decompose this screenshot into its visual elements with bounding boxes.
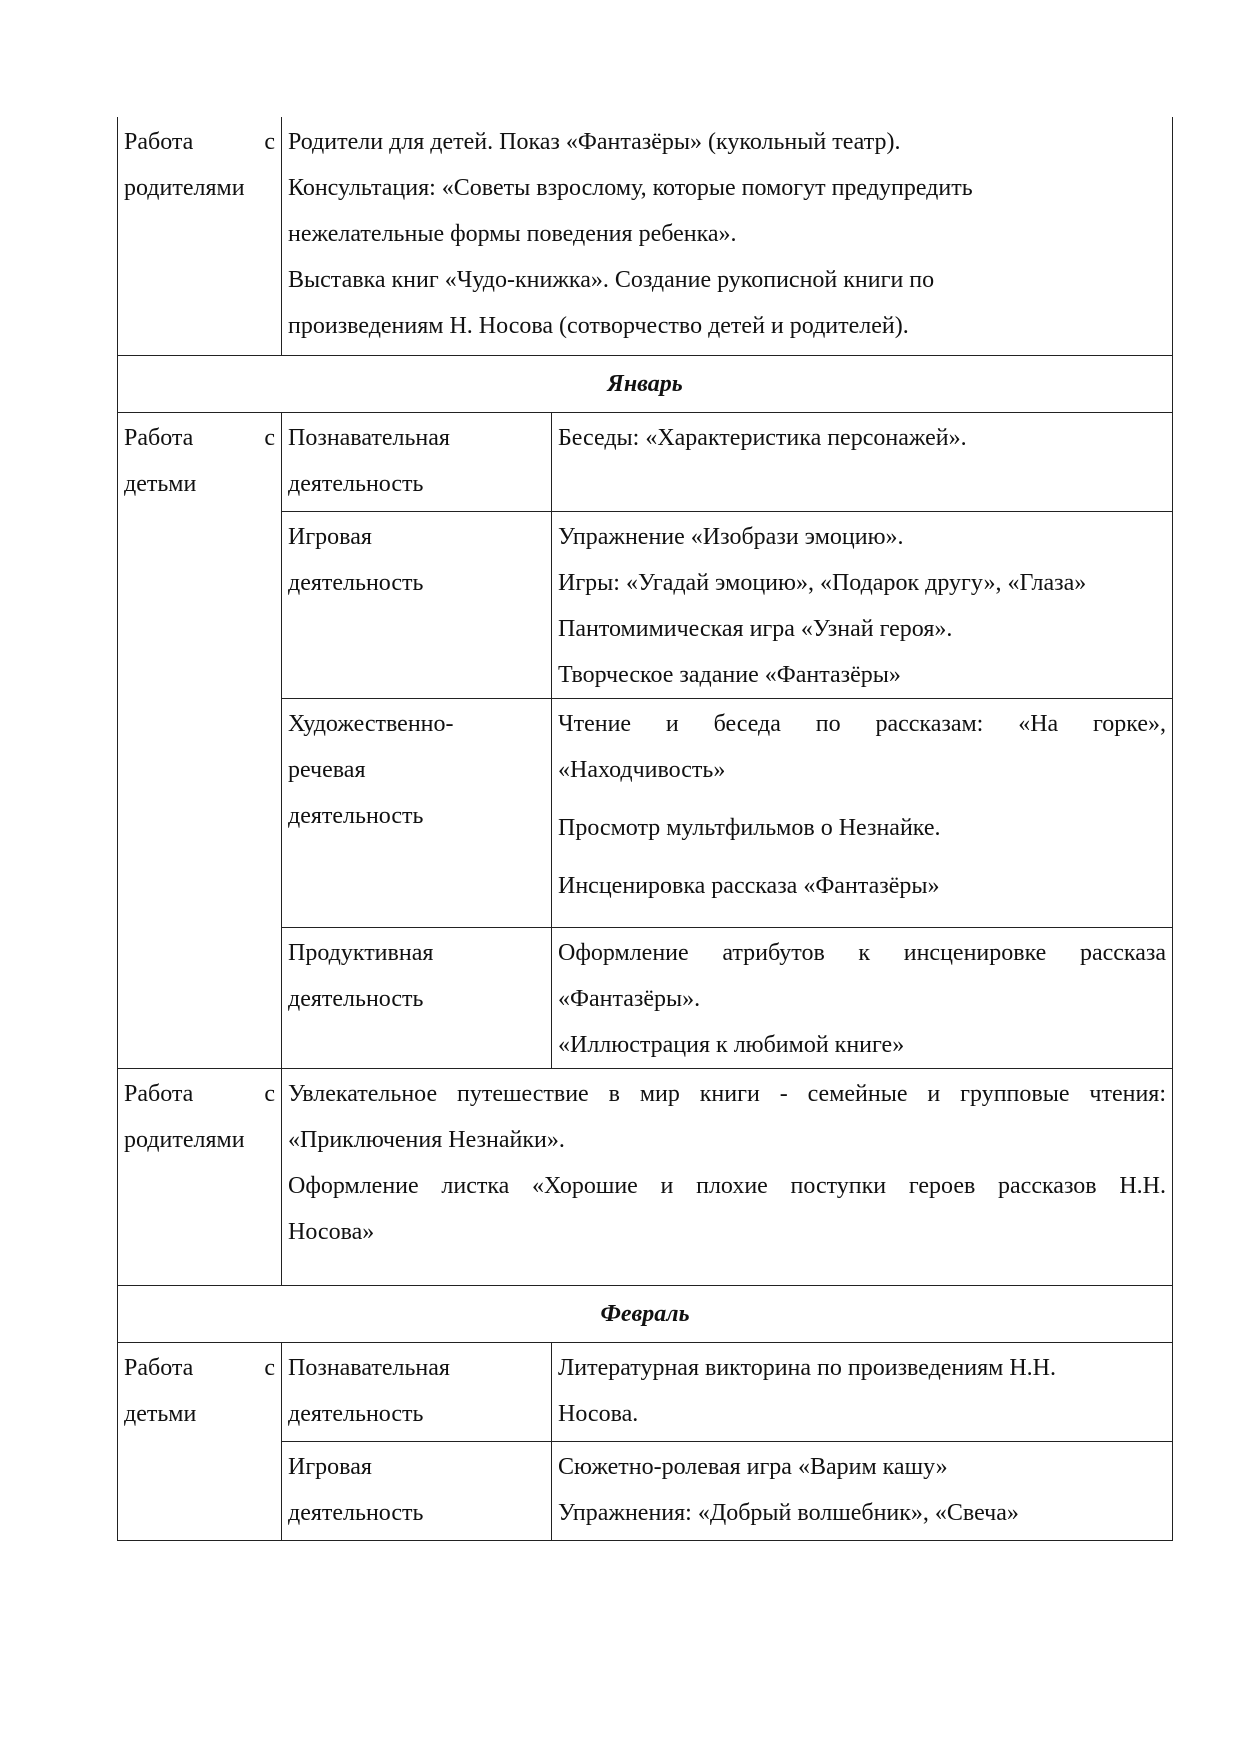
text-line: «Находчивость» [558,757,726,783]
table-row [118,1286,1173,1343]
text-line: Пантомимическая игра «Узнай героя». [558,616,953,642]
activity-cell [282,1442,552,1541]
activity-cell [282,512,552,699]
text-line: «Фантазёры». [558,986,701,1012]
content-cell [552,928,1173,1069]
text-line: деятельность [288,570,424,596]
text-line: деятельность [288,1500,424,1526]
row-label [118,1343,282,1541]
text-line: Игры: «Угадай эмоцию», «Подарок другу», «Глаза» [558,570,1087,596]
table-row [118,356,1173,413]
activity-cell [282,699,552,928]
text-line: деятельность [288,803,424,829]
text-line: Увлекательное путешествие в мир книги - семейные и групповые чтения: [288,1081,1166,1107]
text-line: Носова» [288,1219,375,1245]
text-line: нежелательные формы поведения ребенка». [288,221,737,247]
text-line: Познавательная [288,425,450,451]
text-line: Упражнения: «Добрый волшебник», «Свеча» [558,1500,1019,1526]
text-line: Игровая [288,524,372,550]
activity-cell [282,928,552,1069]
label-text: с [264,1355,275,1381]
plan-table [117,117,1173,1541]
label-text: Работа [124,425,194,451]
text-line: Беседы: «Характеристика персонажей». [558,425,967,451]
text-line: Просмотр мультфильмов о Незнайке. [558,815,941,841]
row-label [118,1069,282,1286]
label-text: родителями [124,1127,245,1153]
text-line: Консультация: «Советы взрослому, которые помогут предупредить [288,175,973,201]
month-heading: Январь [118,356,1173,413]
text-line: Художественно- [288,711,454,737]
row-content [282,1069,1173,1286]
text-line: «Иллюстрация к любимой книге» [558,1032,905,1058]
activity-cell [282,1343,552,1442]
content-cell [552,413,1173,512]
text-line: деятельность [288,986,424,1012]
text-line: Оформление атрибутов к инсценировке рассказа [558,940,1166,966]
text-line: Чтение и беседа по рассказам: «На горке», [558,711,1166,737]
text-line: деятельность [288,471,424,497]
label-text: родителями [124,175,245,201]
label-text: Работа [124,1355,194,1381]
label-text: детьми [124,471,197,497]
text-line: Познавательная [288,1355,450,1381]
text-line: «Приключения Незнайки». [288,1127,565,1153]
text-line: Творческое задание «Фантазёры» [558,662,901,688]
row-label [118,117,282,356]
content-cell [552,1343,1173,1442]
text-line: Оформление листка «Хорошие и плохие поступки героев рассказов Н.Н. [288,1173,1166,1199]
content-cell [552,1442,1173,1541]
row-label [118,413,282,1069]
text-line: Носова. [558,1401,639,1427]
label-text: с [264,129,275,155]
text-line: речевая [288,757,366,783]
text-line: Продуктивная [288,940,434,966]
month-heading: Февраль [118,1286,1173,1343]
table-row [118,1343,1173,1442]
text-line: Игровая [288,1454,372,1480]
label-text: с [264,425,275,451]
text-line: произведениям Н. Носова (сотворчество детей и родителей). [288,313,909,339]
table-row [118,117,1173,356]
row-content [282,117,1173,356]
text-line: Выставка книг «Чудо-книжка». Создание рукописной книги по [288,267,935,293]
table-row [118,413,1173,512]
text-line: Инсценировка рассказа «Фантазёры» [558,873,940,899]
label-text: с [264,1081,275,1107]
text-line: Упражнение «Изобрази эмоцию». [558,524,904,550]
content-cell [552,512,1173,699]
activity-cell [282,413,552,512]
text-line: деятельность [288,1401,424,1427]
text-line: Сюжетно-ролевая игра «Варим кашу» [558,1454,948,1480]
content-cell [552,699,1173,928]
table-row [118,1069,1173,1286]
text-line: Литературная викторина по произведениям Н.Н. [558,1355,1057,1381]
label-text: детьми [124,1401,197,1427]
text-line: Родители для детей. Показ «Фантазёры» (кукольный театр). [288,129,901,155]
label-text: Работа [124,129,194,155]
label-text: Работа [124,1081,194,1107]
